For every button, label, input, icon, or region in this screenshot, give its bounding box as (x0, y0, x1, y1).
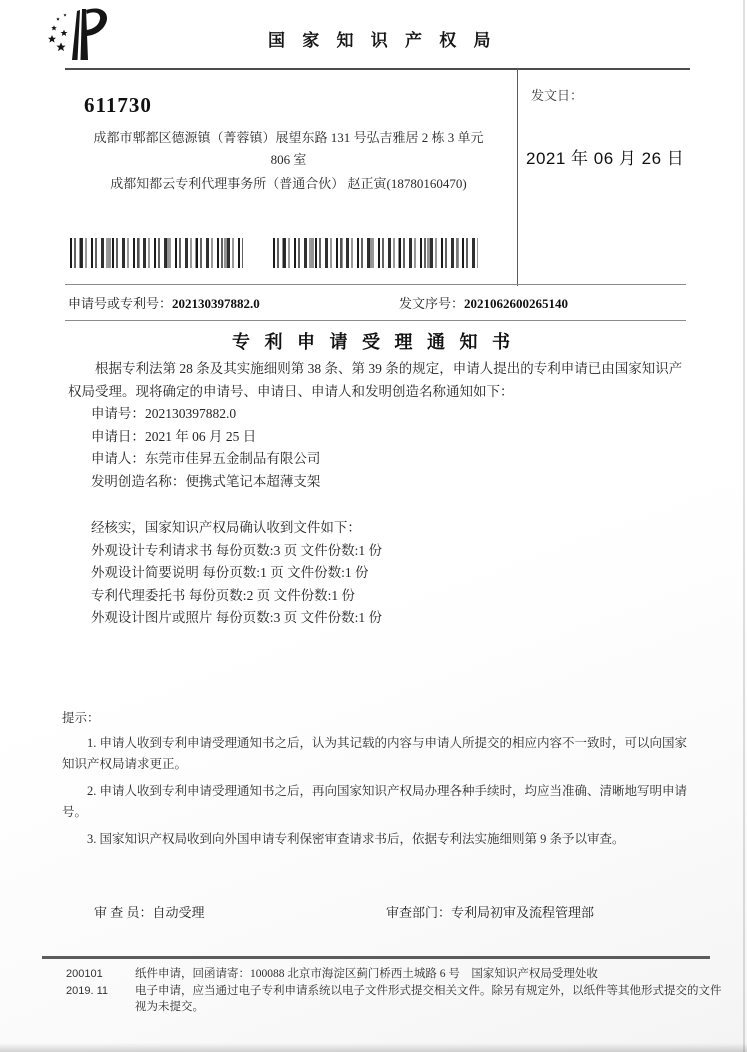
field-invention-title (91, 471, 686, 494)
department-row (386, 902, 594, 921)
tips-section (62, 708, 690, 856)
application-number-row (68, 293, 260, 312)
documents-confirm-line: 经核实，国家知识产权局确认收到文件如下： (90, 520, 361, 535)
footer-divider (42, 956, 710, 959)
footer-form-codes (66, 966, 108, 999)
footer-electronic-line: 电子申请，应当通过电子专利申请系统以电子文件形式提交相关文件。除另有规定外，以纸件等其他形式提交的文件视为未提交。 (135, 984, 722, 1013)
field-value: 便携式笔记本超薄支架 (185, 473, 321, 489)
field-label: 申请日： (90, 428, 145, 444)
examiner-label: 审 查 员： (94, 905, 153, 920)
field-label: 申请号： (90, 406, 145, 421)
notice-body (68, 358, 686, 630)
field-filing-date (91, 426, 686, 449)
header-divider (65, 68, 690, 70)
examiner-value: 自动受理 (152, 905, 205, 920)
footer-instructions (135, 966, 727, 1016)
field-value: 东莞市佳昇五金制品有限公司 (144, 451, 321, 466)
page-scan-right-edge (743, 0, 745, 1052)
dispatch-serial-label: 发文序号： (399, 296, 465, 311)
department-label: 审查部门： (386, 905, 452, 920)
document-item: 外观设计简要说明 每份页数:1 页 文件份数:1 份 (90, 565, 369, 580)
dispatch-serial-value: 2021062600265140 (464, 296, 569, 311)
recipient-address-line2: 806 室 (270, 152, 307, 167)
page-scan-bottom-edge (0, 1043, 747, 1052)
dispatch-serial-row (399, 293, 568, 312)
cnipa-logo-icon (44, 6, 122, 69)
tip-item: 3. 国家知识产权局收到向外国申请专利保密审查请求书后，依据专利法实施细则第 9 条予以审查。 (87, 832, 625, 846)
barcode-right (273, 238, 478, 268)
application-number-label: 申请号或专利号： (68, 296, 173, 311)
dispatch-box-divider (517, 68, 518, 286)
agency-and-agent: 成都知都云专利代理事务所（普通合伙） 赵正寅(18780160470) (110, 176, 467, 191)
dispatch-date-value: 2021 年 06 月 26 日 (526, 149, 685, 168)
document-item: 专利代理委托书 每份页数:2 页 文件份数:1 份 (90, 587, 355, 603)
tip-item: 1. 申请人收到专利申请受理通知书之后，认为其记载的内容与申请人所提交的相应内容不一致时，可以向国家知识产权局请求更正。 (62, 736, 688, 771)
divider-above-title (65, 320, 686, 321)
tip-item: 2. 申请人收到专利申请受理通知书之后，再向国家知识产权局办理各种手续时，均应当准确、清晰地写明申请号。 (62, 784, 688, 819)
application-number-value: 202130397882.0 (172, 296, 260, 311)
recipient-address-line1: 成都市郫都区德源镇（菁蓉镇）展望东路 131 号弘吉雅居 2 栋 3 单元 (93, 130, 484, 145)
notice-title: 专 利 申 请 受 理 通 知 书 (232, 332, 515, 352)
field-application-number (91, 403, 686, 426)
notice-intro: 根据专利法第 28 条及其实施细则第 38 条、第 39 条的规定，申请人提出的专利申请已由国家知识产权局受理。现将确定的申请号、申请日、申请人和发明创造名称通知如下： (68, 361, 683, 399)
tips-heading: 提示： (62, 711, 100, 725)
examiner-row (94, 902, 205, 921)
office-name: 国 家 知 识 产 权 局 (268, 31, 494, 50)
footer-form-date: 2019. 11 (66, 984, 109, 997)
field-applicant (91, 448, 686, 471)
dispatch-date-label: 发文日： (531, 88, 584, 103)
field-label: 发明创造名称： (90, 473, 186, 489)
department-value: 专利局初审及流程管理部 (451, 905, 595, 920)
field-value: 2021 年 06 月 25 日 (144, 428, 257, 444)
field-label: 申请人： (90, 451, 145, 466)
barcode-left (70, 238, 243, 268)
footer-paper-line: 纸件申请，回函请寄：100088 北京市海淀区蓟门桥西土城路 6 号 国家知识产权局受理处收 (135, 968, 598, 980)
footer-form-code: 200101 (66, 968, 103, 980)
document-item: 外观设计专利请求书 每份页数:3 页 文件份数:1 份 (90, 542, 382, 558)
divider-above-numbers (65, 284, 686, 285)
postal-code: 611730 (84, 93, 152, 117)
field-value: 202130397882.0 (144, 406, 237, 421)
document-item: 外观设计图片或照片 每份页数:3 页 文件份数:1 份 (90, 610, 382, 625)
